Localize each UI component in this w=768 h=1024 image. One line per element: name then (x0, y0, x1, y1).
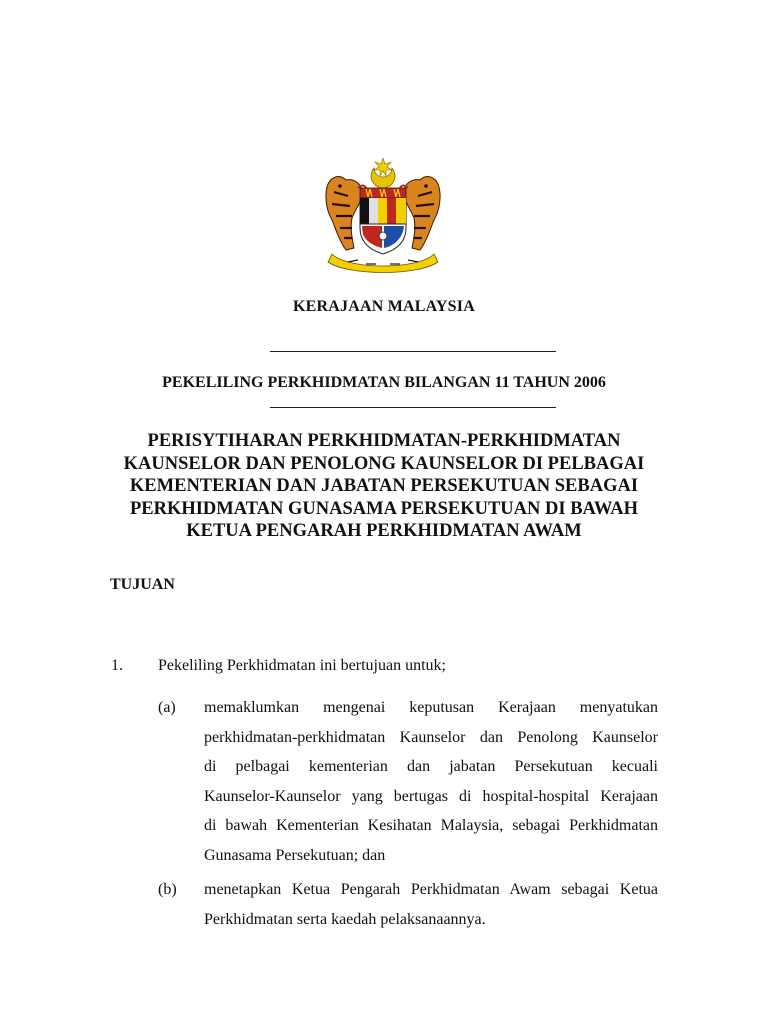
text-line: perkhidmatan-perkhidmatan Kaunselor dan Penolong Kaunselor (204, 728, 658, 746)
title-line: PERKHIDMATAN GUNASAMA PERSEKUTUAN DI BAWAH (129, 498, 639, 519)
text-line: di pelbagai kementerian dan jabatan Persekutuan kecuali (204, 758, 658, 776)
list-item-label: (a) (158, 699, 176, 716)
section-heading: TUJUAN (110, 576, 175, 593)
divider-line (270, 407, 556, 408)
list-item-label: (b) (158, 881, 177, 898)
document-title (100, 430, 668, 543)
list-item-text (204, 693, 658, 871)
title-line: KEMENTERIAN DAN JABATAN PERSEKUTUAN SEBAGAI (129, 476, 639, 496)
divider-line (270, 351, 556, 352)
circular-number: PEKELILING PERKHIDMATAN BILANGAN 11 TAHUN 2006 (162, 374, 606, 391)
title-line: KAUNSELOR DAN PENOLONG KAUNSELOR DI PELBAGAI (123, 453, 645, 474)
paragraph-number: 1. (111, 657, 123, 674)
text-line: Perkhidmatan serta kaedah pelaksanaannya. (204, 910, 486, 928)
malaysia-coat-of-arms-icon (318, 158, 448, 276)
organization-heading: KERAJAAN MALAYSIA (293, 298, 475, 315)
text-line: menetapkan Ketua Pengarah Perkhidmatan Awam sebagai Ketua (204, 881, 658, 898)
text-line: di bawah Kementerian Kesihatan Malaysia, sebagai Perkhidmatan (204, 817, 658, 835)
text-line: Gunasama Persekutuan; dan (204, 846, 386, 864)
paragraph-text: Pekeliling Perkhidmatan ini bertujuan untuk; (158, 657, 446, 674)
title-line: PERISYTIHARAN PERKHIDMATAN-PERKHIDMATAN (147, 431, 621, 451)
text-line: memaklumkan mengenai keputusan Kerajaan menyatukan (204, 699, 658, 716)
title-line: KETUA PENGARAH PERKHIDMATAN AWAM (186, 521, 582, 541)
text-line: Kaunselor-Kaunselor yang bertugas di hospital-hospital Kerajaan (204, 787, 658, 805)
list-item-text (204, 875, 658, 934)
